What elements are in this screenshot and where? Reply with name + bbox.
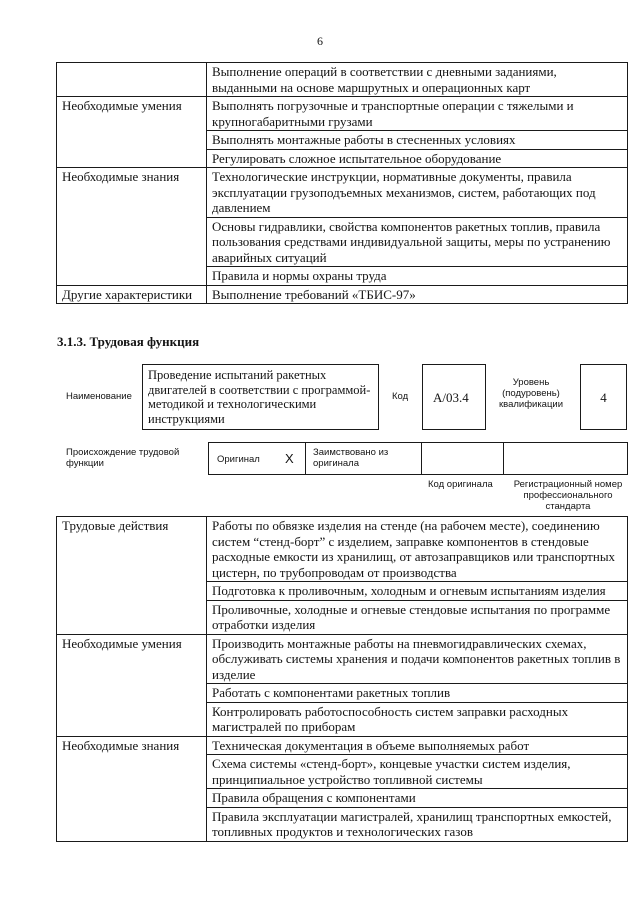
labor-function-table	[56, 516, 628, 842]
section-title: 3.1.3. Трудовая функция	[57, 334, 200, 349]
row-item: Проливочные, холодные и огневые стендовые испытания по программе отработки изделия	[207, 600, 628, 634]
row-item: Правила обращения с компонентами	[207, 789, 628, 808]
row-item: Выполнять монтажные работы в стесненных условиях	[207, 131, 628, 150]
origin-strip	[208, 442, 628, 475]
row-item: Работы по обвязке изделия на стенде (на рабочем месте), соединению систем “стенд-борт” с изделием, заправке компонентов в стендовые расходные емкости из хранилищ, от автозаправщиков или транспортных цистерн, по трубопроводам от производства	[207, 517, 628, 582]
code-label: Код	[392, 391, 409, 402]
row-item: Контролировать работоспособность систем заправки расходных магистралей по приборам	[207, 702, 628, 736]
row-label-knowledge: Необходимые знания	[57, 736, 207, 841]
row-item: Выполнение требований «ТБИС-97»	[207, 285, 628, 304]
row-item: Схема системы «стенд-борт», концевые участки систем изделия, принципиальное устройство топливной системы	[207, 755, 628, 789]
divider	[503, 443, 504, 474]
row-item: Правила эксплуатации магистралей, хранилищ транспортных емкостей, топливных продуктов и технологических газов	[207, 807, 628, 841]
row-item: Производить монтажные работы на пневмогидравлических схемах, обслуживать системы хранения и подачи компонентов ракетных топлив в изделие	[207, 634, 628, 684]
row-label-other: Другие характеристики	[57, 285, 207, 304]
row-label-skills: Необходимые умения	[57, 97, 207, 168]
row-item: Техническая документация в объеме выполняемых работ	[207, 736, 628, 755]
row-item: Выполнение операций в соответствии с дневными заданиями, выданными на основе маршрутных и операционных карт	[207, 63, 628, 97]
page-number: 6	[317, 34, 323, 48]
origin-label: Происхождение трудовой функции	[66, 447, 180, 469]
original-mark: X	[285, 451, 294, 466]
row-item: Выполнять погрузочные и транспортные операции с тяжелыми и крупногабаритными грузами	[207, 97, 628, 131]
row-label-actions: Трудовые действия	[57, 517, 207, 635]
reg-number-caption: Регистрационный номер профессионального стандарта	[513, 479, 623, 512]
row-item: Основы гидравлики, свойства компонентов ракетных топлив, правила пользования средствами индивидуальной защиты, меры по устранению аварийных ситуаций	[207, 217, 628, 267]
row-label-skills: Необходимые умения	[57, 634, 207, 736]
characteristics-table-top	[56, 62, 628, 304]
original-label: Оригинал	[217, 454, 260, 465]
row-item: Технологические инструкции, нормативные документы, правила эксплуатации грузоподъемных механизмов, систем, работающих под давлением	[207, 168, 628, 218]
code-value-box: А/03.4	[422, 364, 486, 430]
divider	[421, 443, 422, 474]
function-name-box: Проведение испытаний ракетных двигателей в соответствии с программой-методикой и технологическими инструкциями	[142, 364, 379, 430]
row-item: Регулировать сложное испытательное оборудование	[207, 149, 628, 168]
row-item: Работать с компонентами ракетных топлив	[207, 684, 628, 703]
row-label	[57, 63, 207, 97]
row-label-knowledge: Необходимые знания	[57, 168, 207, 286]
name-label: Наименование	[66, 391, 132, 402]
divider	[305, 443, 306, 474]
borrowed-label: Заимствовано из оригинала	[313, 447, 389, 469]
qualification-level-label: Уровень (подуровень) квалификации	[498, 377, 564, 410]
qualification-level-box: 4	[580, 364, 627, 430]
row-item: Подготовка к проливочным, холодным и огневым испытаниям изделия	[207, 582, 628, 601]
row-item: Правила и нормы охраны труда	[207, 267, 628, 286]
code-original-caption: Код оригинала	[428, 479, 493, 490]
